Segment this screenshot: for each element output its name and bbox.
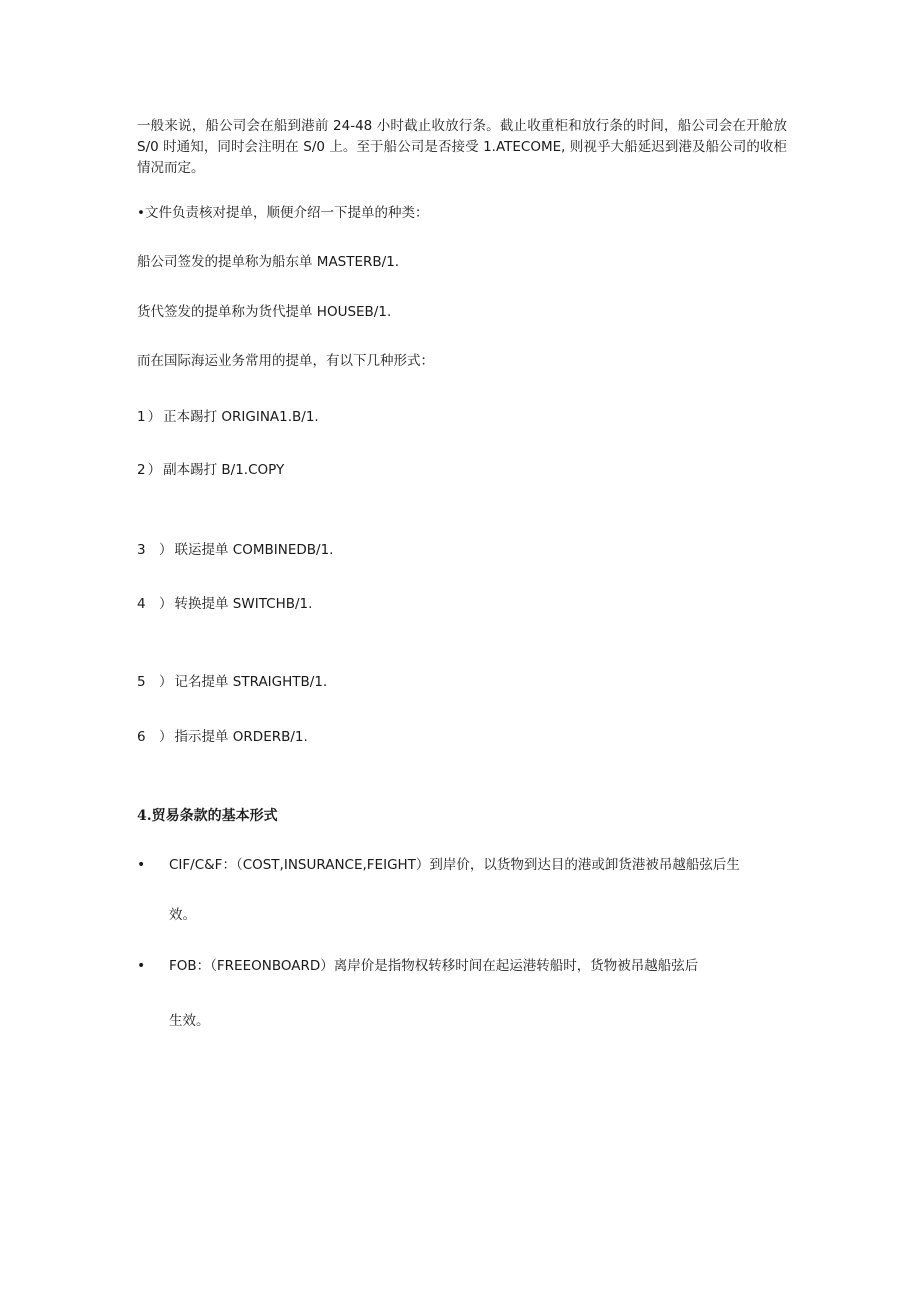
master-bl-line: 船公司签发的提单称为船东单 MASTERB/1.	[137, 254, 400, 270]
doc-check-line: •文件负责核对提单，顺便介绍一下提单的种类：	[137, 205, 429, 221]
list-item	[137, 407, 319, 427]
list-item-number: 5	[137, 674, 146, 690]
list-item-paren: ）	[159, 729, 173, 745]
list-item	[137, 540, 333, 560]
trade-term-cif-line2: 效。	[169, 907, 196, 923]
intro-paragraph: 一般来说，船公司会在船到港前 24-48 小时截止收放行条。截止收重柜和放行条的时间，船公司会在开舱放 S/0 时通知，同时会注明在 S/0 上。至于船公司是否接受 1.ATECOME, 则视乎大船延迟到港及船公司的收柜情况而定。	[137, 118, 787, 176]
bullet-icon: •	[137, 857, 146, 873]
list-item	[137, 460, 284, 480]
forms-intro-line: 而在国际海运业务常用的提单，有以下几种形式：	[137, 353, 434, 369]
list-item-number: 3	[137, 542, 146, 558]
trade-term-fob-line1: FOB：（FREEONBOARD）离岸价是指物权转移时间在起运港转船时，货物被吊越船弦后	[169, 958, 699, 974]
list-item-text: 记名提单 STRAIGHTB/1.	[174, 674, 328, 690]
trade-term-fob-line2: 生效。	[169, 1013, 210, 1029]
list-item-text: 正本踢打 ORIGINA1.B/1.	[163, 409, 319, 425]
list-item-paren: ）	[159, 596, 173, 612]
house-bl-line: 货代签发的提单称为货代提单 HOUSEB/1.	[137, 304, 392, 320]
bullet-icon: •	[137, 958, 146, 974]
list-item-text: 联运提单 COMBINEDB/1.	[174, 542, 334, 558]
list-item-number: 4	[137, 596, 146, 612]
list-item-paren: ）	[159, 542, 173, 558]
list-item-text: 指示提单 ORDERB/1.	[174, 729, 308, 745]
list-item-paren: ）	[147, 462, 162, 478]
list-item-number: 6	[137, 729, 146, 745]
list-item	[137, 727, 308, 747]
list-item	[137, 594, 312, 614]
list-item-paren: ）	[147, 409, 162, 425]
section-heading: 4.贸易条款的基本形式	[137, 808, 278, 824]
trade-term-cif-line1: CIF/C&F：（COST,INSURANCE,FEIGHT）到岸价，以货物到达目的港或卸货港被吊越船弦后生	[169, 857, 740, 873]
list-item-number: 1	[137, 409, 146, 425]
list-item	[137, 672, 327, 692]
list-item-text: 副本踢打 B/1.COPY	[163, 462, 285, 478]
list-item-paren: ）	[159, 674, 173, 690]
list-item-text: 转换提单 SWITCHB/1.	[174, 596, 313, 612]
list-item-number: 2	[137, 462, 146, 478]
